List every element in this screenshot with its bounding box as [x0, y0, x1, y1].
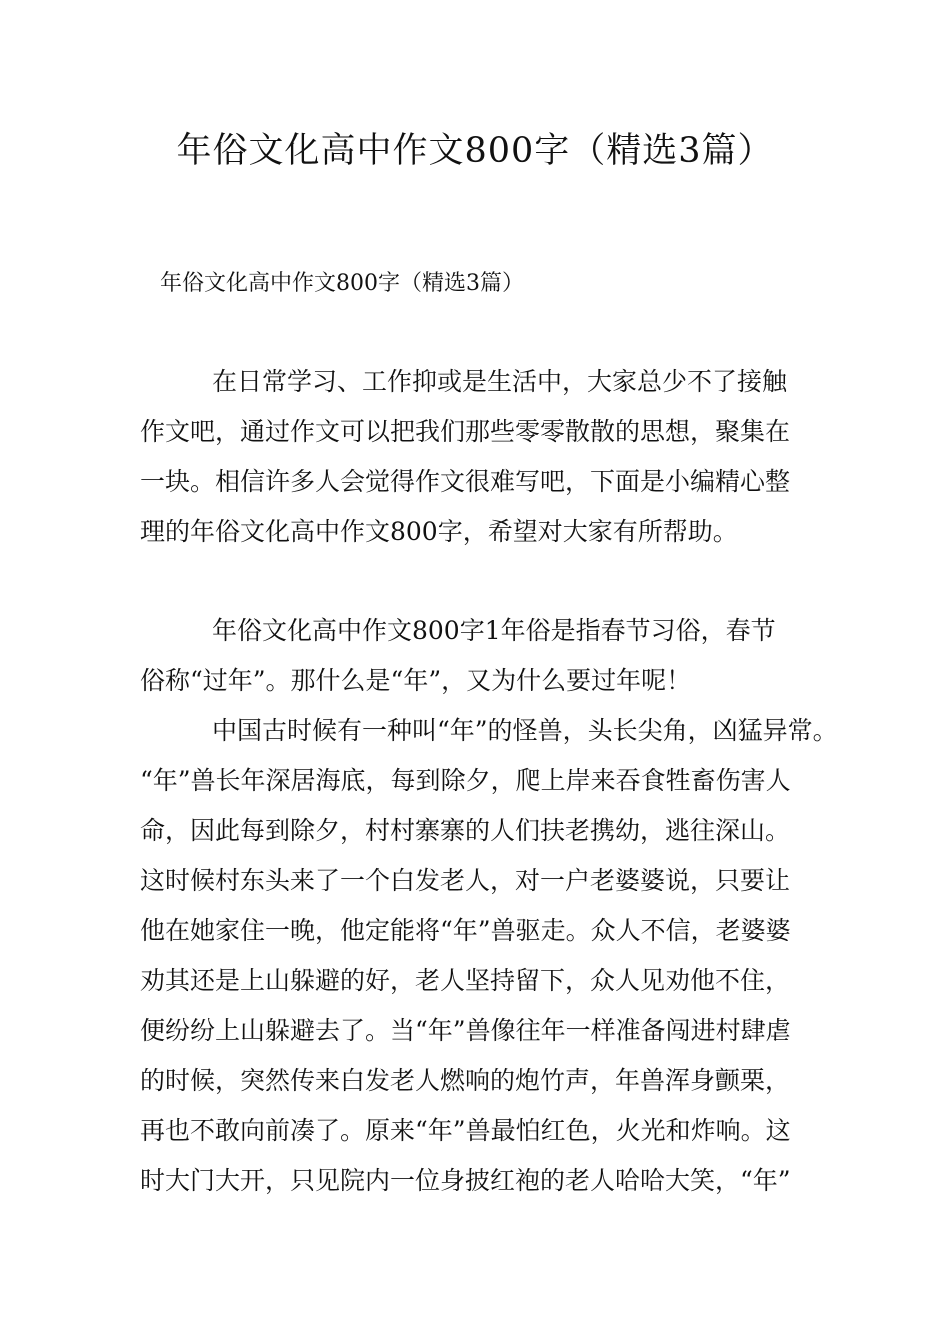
- body-line: 俗称“过年”。那什么是“年”，又为什么要过年呢！: [140, 666, 692, 695]
- body-line: 的时候，突然传来白发老人燃响的炮竹声，年兽浑身颤栗，: [140, 1066, 791, 1095]
- body-line: “年”兽长年深居海底，每到除夕，爬上岸来吞食牲畜伤害人: [140, 766, 791, 795]
- body-line: 他在她家住一晚，他定能将“年”兽驱走。众人不信，老婆婆: [140, 916, 791, 945]
- body-line: 中国古时候有一种叫“年”的怪兽，头长尖角，凶猛异常。: [212, 716, 838, 745]
- body-line: 命，因此每到除夕，村村寨寨的人们扶老携幼，逃往深山。: [140, 816, 791, 845]
- document-title: 年俗文化高中作文800字（精选3篇）: [176, 131, 774, 171]
- body-line: 劝其还是上山躲避的好，老人坚持留下，众人见劝他不住，: [140, 966, 791, 995]
- body-line: 年俗文化高中作文800字1年俗是指春节习俗，春节: [212, 616, 776, 645]
- body-line: 理的年俗文化高中作文800字，希望对大家有所帮助。: [140, 517, 738, 546]
- body-line: 在日常学习、工作抑或是生活中，大家总少不了接触: [212, 367, 788, 396]
- body-line: 时大门大开，只见院内一位身披红袍的老人哈哈大笑，“年”: [140, 1166, 791, 1195]
- body-line: 一块。相信许多人会觉得作文很难写吧，下面是小编精心整: [140, 467, 791, 496]
- body-line: 便纷纷上山躲避去了。当“年”兽像往年一样准备闯进村肆虐: [140, 1016, 791, 1045]
- body-line: 作文吧，通过作文可以把我们那些零零散散的思想，聚集在: [140, 417, 791, 446]
- body-line: 再也不敢向前凑了。原来“年”兽最怕红色，火光和炸响。这: [140, 1116, 791, 1145]
- document-subtitle: 年俗文化高中作文800字（精选3篇）: [160, 271, 524, 296]
- body-line: 这时候村东头来了一个白发老人，对一户老婆婆说，只要让: [140, 866, 791, 895]
